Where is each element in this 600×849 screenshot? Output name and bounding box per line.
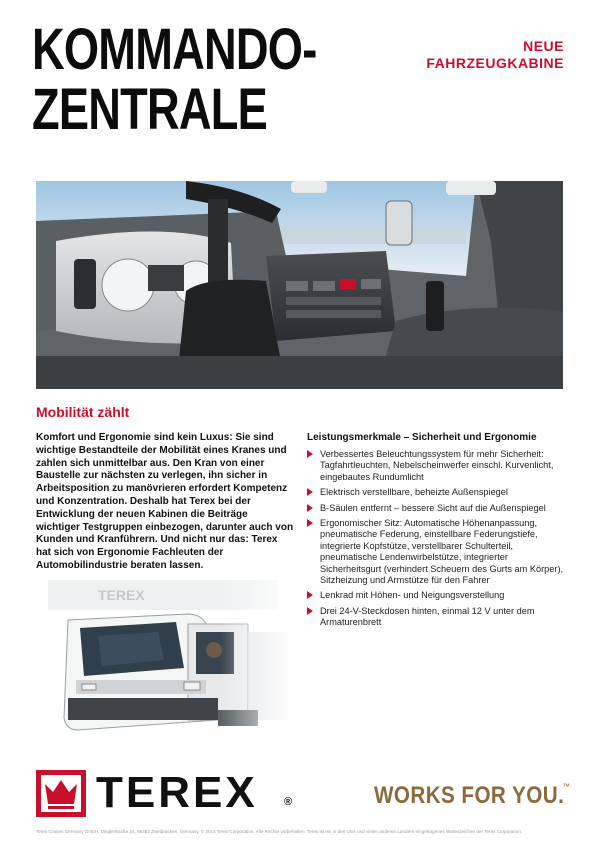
intro-paragraph: Komfort und Ergonomie sind kein Luxus: Sie sind wichtige Bestandteile der Mobilität eines Kranes und zahlen sich unmittelbar aus. Den Kran von einer Baustelle zur nächsten zu verlegen, ihn sicher in Arbeitsposition zu manövrieren erfordert Kompetenz und Konzentration. Deshalb hat Terex bei der Entwicklung der neuen Kabinen die Beiträge wichtiger Testgruppen einbezogen, darunter auch von Kunden und Kranführern. Und nicht nur das: Terex hat sich von Ergonomie Fachleuten der Automobilindustrie beraten lassen. <box>36 432 294 571</box>
feature-item: Elektrisch verstellbare, beheizte Außenspiegel <box>307 487 569 498</box>
feature-item: B-Säulen entfernt – bessere Sicht auf die Außenspiegel <box>307 503 569 514</box>
footer-legal-text: Terex Cranes Germany GmbH, Dinglerstraße 24, 66482 Zweibrücken, Germany. © 2014 Terex Corporation. Alle Rechte vorbehalten. Terex ist ein in den USA und vielen anderen Ländern eingetragenes Warenzeichen der Terex Corporation. <box>36 829 522 834</box>
section-title: Mobilität zählt <box>36 404 130 420</box>
trademark-mark: ™ <box>562 782 570 791</box>
page-title <box>32 17 317 142</box>
subtitle-line-2: FAHRZEUGKABINE <box>426 55 564 71</box>
registered-mark: ® <box>284 796 293 808</box>
title-line-1: KOMMANDO- <box>32 17 317 82</box>
feature-item: Drei 24-V-Steckdosen hinten, einmal 12 V unter dem Armaturenbrett <box>307 606 569 629</box>
features-title: Leistungsmerkmale – Sicherheit und Ergonomie <box>307 432 537 443</box>
bullet-arrow-icon <box>307 607 313 615</box>
cabin-interior-photo <box>36 181 563 389</box>
terex-crown-logo-icon <box>36 770 86 817</box>
subtitle-line-1: NEUE <box>523 38 564 54</box>
features-list <box>307 449 569 633</box>
page-subtitle <box>426 38 564 72</box>
feature-item: Lenkrad mit Höhen- und Neigungsverstellung <box>307 590 569 601</box>
brand-tagline: WORKS FOR YOU. <box>373 782 564 809</box>
bullet-arrow-icon <box>307 450 313 458</box>
bullet-arrow-icon <box>307 488 313 496</box>
bullet-arrow-icon <box>307 591 313 599</box>
brand-name: TEREX <box>96 768 258 817</box>
feature-item: Verbessertes Beleuchtungssystem für mehr Sicherheit: Tagfahrtleuchten, Nebelscheinwerfer einschl. Kurvenlicht, eingebautes Rundumlicht <box>307 449 569 483</box>
title-line-2: ZENTRALE <box>32 77 268 142</box>
feature-item: Ergonomischer Sitz: Automatische Höhenanpassung, pneumatische Federung, einstellbare Federungstiefe, integrierte Kopfstütze, verstellbarer Schulterteil, pneumatische Lendenwirbelstütze, integrierter Sicherheitsgurt (verhindert Scheuern des Gurts am Körper), Sitzheizung und Armstütze für den Fahrer <box>307 518 569 586</box>
bullet-arrow-icon <box>307 504 313 512</box>
bullet-arrow-icon <box>307 519 313 527</box>
crane-truck-photo <box>38 580 298 752</box>
